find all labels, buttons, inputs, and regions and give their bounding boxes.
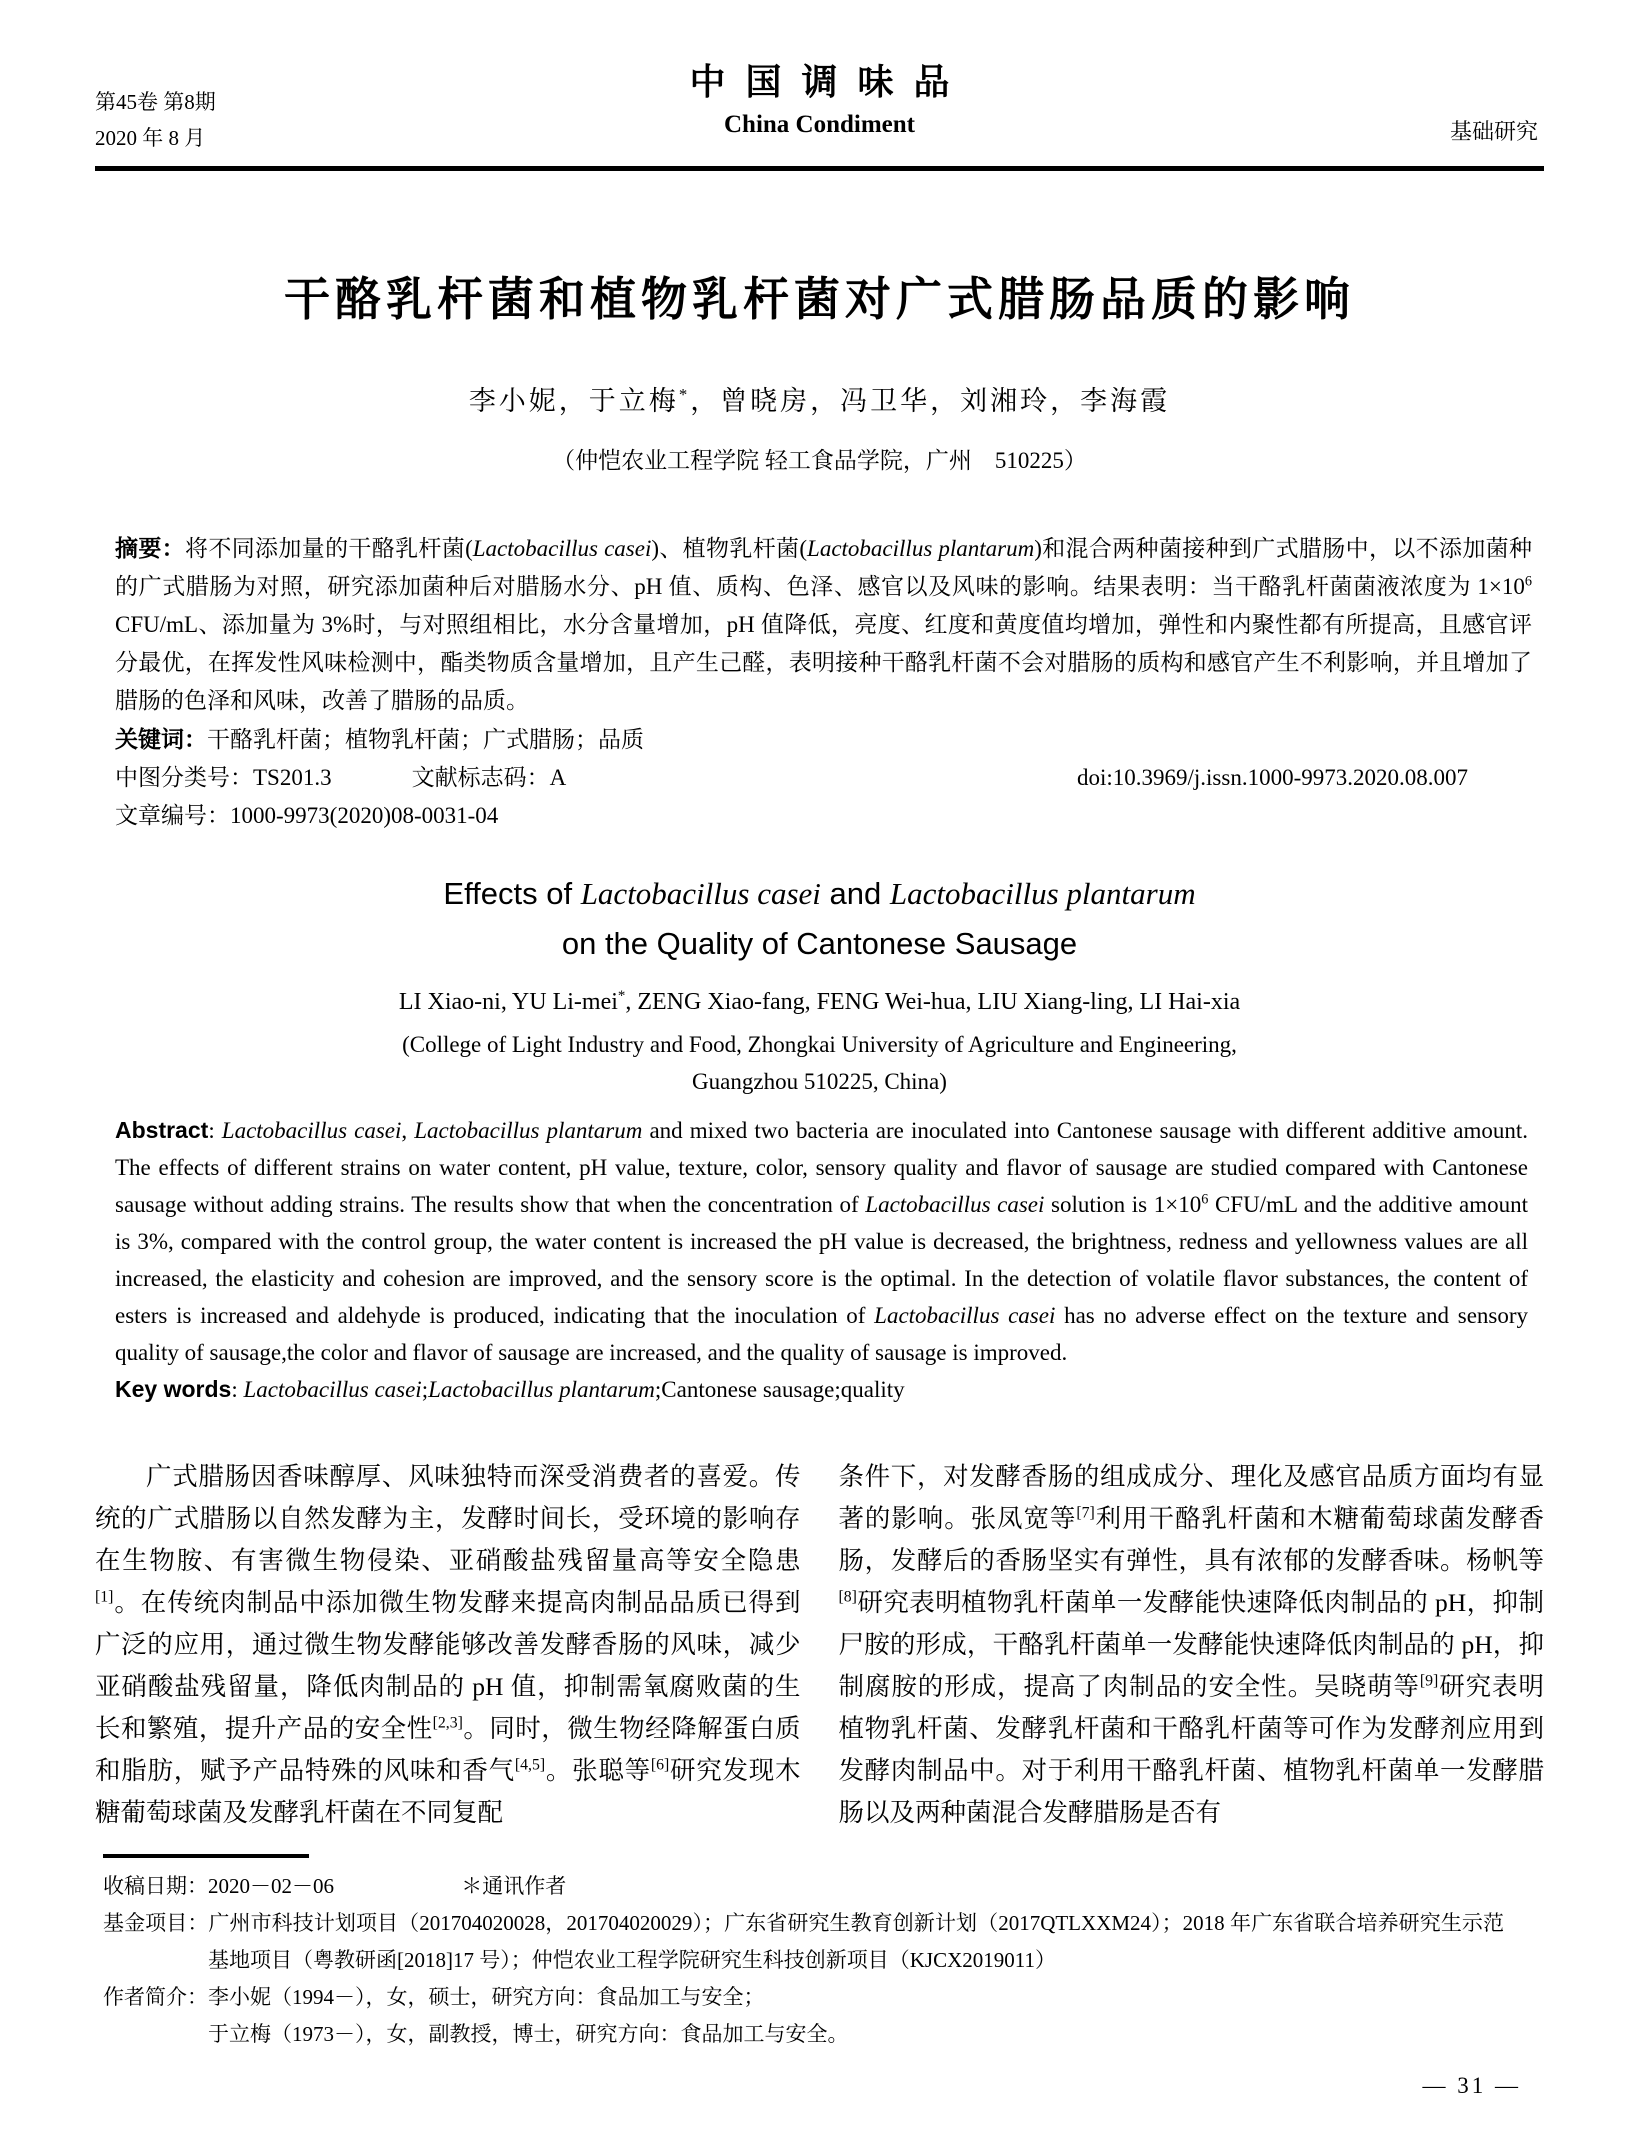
page-header [95, 54, 1544, 150]
affiliation-en-line2: Guangzhou 510225, China) [692, 1069, 947, 1094]
corresponding-author-note: ＊通讯作者 [461, 1874, 567, 1898]
funding-note: 基金项目：广州市科技计划项目（201704020028，201704020029）；广东省研究生教育创新计划（2017QTLXXM24）；2018 年广东省联合培养研究生示范基地项目（粤教研函[2018]17 号）；仲恺农业工程学院研究生科技创新项目（KJCX2019011） [103, 1911, 1504, 1972]
article-title-en-line1: Effects of Lactobacillus casei and Lactobacillus plantarum [443, 876, 1196, 911]
journal-title-en: China Condiment [723, 111, 915, 138]
clc-number: 中图分类号：TS201.3 [115, 765, 332, 790]
article-title-en [95, 869, 1544, 969]
author-bio-line1: 作者简介：李小妮（1994－），女，硕士，研究方向：食品加工与安全； [103, 1985, 765, 2009]
author-bio-line2: 于立梅（1973－），女，副教授，博士，研究方向：食品加工与安全。 [208, 2022, 849, 2046]
body-column-left: 广式腊肠因香味醇厚、风味独特而深受消费者的喜爱。传统的广式腊肠以自然发酵为主，发酵时间长，受环境的影响存在生物胺、有害微生物侵染、亚硝酸盐残留量高等安全隐患[1]。在传统肉制品中添加微生物发酵来提高肉制品品质已得到广泛的应用，通过微生物发酵能够改善发酵香肠的风味，减少亚硝酸盐残留量，降低肉制品的 pH 值，抑制需氧腐败菌的生长和繁殖，提升产品的安全性[2,3]。同时，微生物经降解蛋白质和脂肪，赋予产品特殊的风味和香气[4,5]。张聪等[6]研究发现木糖葡萄球菌及发酵乳杆菌在不同复配 [95, 1462, 801, 1827]
volume-issue: 第45卷 第8期 [95, 90, 216, 114]
footnotes [95, 1868, 1544, 2053]
document-code: 文献标志码：A [411, 765, 567, 790]
authors-en: LI Xiao-ni, YU Li-mei*, ZENG Xiao-fang, FENG Wei-hua, LIU Xiang-ling, LI Hai-xia [398, 988, 1241, 1015]
keywords-cn: 关键词：干酪乳杆菌；植物乳杆菌；广式腊肠；品质 [115, 726, 644, 752]
header-rule [95, 166, 1544, 171]
body-column-right: 条件下，对发酵香肠的组成成分、理化及感官品质方面均有显著的影响。张凤宽等[7]利用干酪乳杆菌和木糖葡萄球菌发酵香肠，发酵后的香肠坚实有弹性，具有浓郁的发酵香味。杨帆等[8]研究表明植物乳杆菌单一发酵能快速降低肉制品的 pH，抑制尸胺的形成，干酪乳杆菌单一发酵能快速降低肉制品的 pH，抑制腐胺的形成，提高了肉制品的安全性。吴晓萌等[9]研究表明植物乳杆菌、发酵乳杆菌和干酪乳杆菌等可作为发酵剂应用到发酵肉制品中。对于利用干酪乳杆菌、植物乳杆菌单一发酵腊肠以及两种菌混合发酵腊肠是否有 [838, 1462, 1544, 1827]
page-number: — 31 — [1422, 2073, 1521, 2098]
article-title-en-line2: on the Quality of Cantonese Sausage [561, 926, 1078, 961]
affiliation-en-line1: (College of Light Industry and Food, Zhongkai University of Agriculture and Engineering, [402, 1032, 1237, 1057]
affiliation-en [95, 1026, 1544, 1100]
body-text [95, 1456, 1544, 1834]
affiliation-cn: （仲恺农业工程学院 轻工食品学院，广州 510225） [552, 448, 1087, 473]
article-title-cn: 干酪乳杆菌和植物乳杆菌对广式腊肠品质的影响 [284, 273, 1355, 325]
journal-title-cn: 中国调味品 [689, 61, 970, 102]
doi: doi:10.3969/j.issn.1000-9973.2020.08.007 [1076, 765, 1468, 790]
abstract-text-en: Abstract: Lactobacillus casei, Lactobacillus plantarum and mixed two bacteria are inoculated into Cantonese sausage with different additive amount. The effects of different strains on water content, pH value, texture, color, sensory quality and flavor of sausage are studied compared with Cantonese sausage without adding strains. The results show that when the concentration of Lactobacillus casei solution is $1\times 10^6$ CFU/mL and the additive amount is 3%, compared with the control group, the water content is increased the pH value is decreased, the brightness, redness and yellowness values are all increased, the elasticity and cohesion are improved, and the sensory score is the optimal. In the detection of volatile flavor substances, the content of esters is increased and aldehyde is produced, indicating that the inoculation of Lactobacillus casei has no adverse effect on the texture and sensory quality of sausage,the color and flavor of sausage are increased, and the quality of sausage is improved. [115, 1117, 1529, 1365]
issue-date: 2020 年 8 月 [95, 126, 206, 150]
journal-masthead [95, 54, 1544, 139]
keywords-en: Key words: Lactobacillus casei;Lactobacillus plantarum;Cantonese sausage;quality [115, 1376, 905, 1402]
footnote-rule [103, 1854, 309, 1858]
authors-cn: 李小妮，于立梅*，曾晓房，冯卫华，刘湘玲，李海霞 [468, 385, 1171, 416]
abstract-block-cn [115, 529, 1532, 835]
abstract-text-cn: 摘要：将不同添加量的干酪乳杆菌(Lactobacillus casei)、植物乳杆菌(Lactobacillus plantarum)和混合两种菌接种到广式腊肠中，以不添加菌种的广式腊肠为对照，研究添加菌种后对腊肠水分、pH 值、质构、色泽、感官以及风味的影响。结果表明：当干酪乳杆菌菌液浓度为 $1\times 10^6$ CFU/mL、添加量为 3%时，与对照组相比，水分含量增加，pH 值降低，亮度、红度和黄度值均增加，弹性和内聚性都有所提高，且感官评分最优，在挥发性风味检测中，酯类物质含量增加，且产生己醛，表明接种干酪乳杆菌不会对腊肠的质构和感官产生不利影响，并且增加了腊肠的色泽和风味，改善了腊肠的品质。 [115, 535, 1532, 713]
received-date: 收稿日期：2020－02－06 [103, 1874, 334, 1898]
footnote-received-row [103, 1868, 1504, 1905]
section-label: 基础研究 [1449, 119, 1538, 144]
classification-row [115, 759, 1532, 797]
article-number: 文章编号：1000-9973(2020)08-0031-04 [115, 803, 499, 828]
